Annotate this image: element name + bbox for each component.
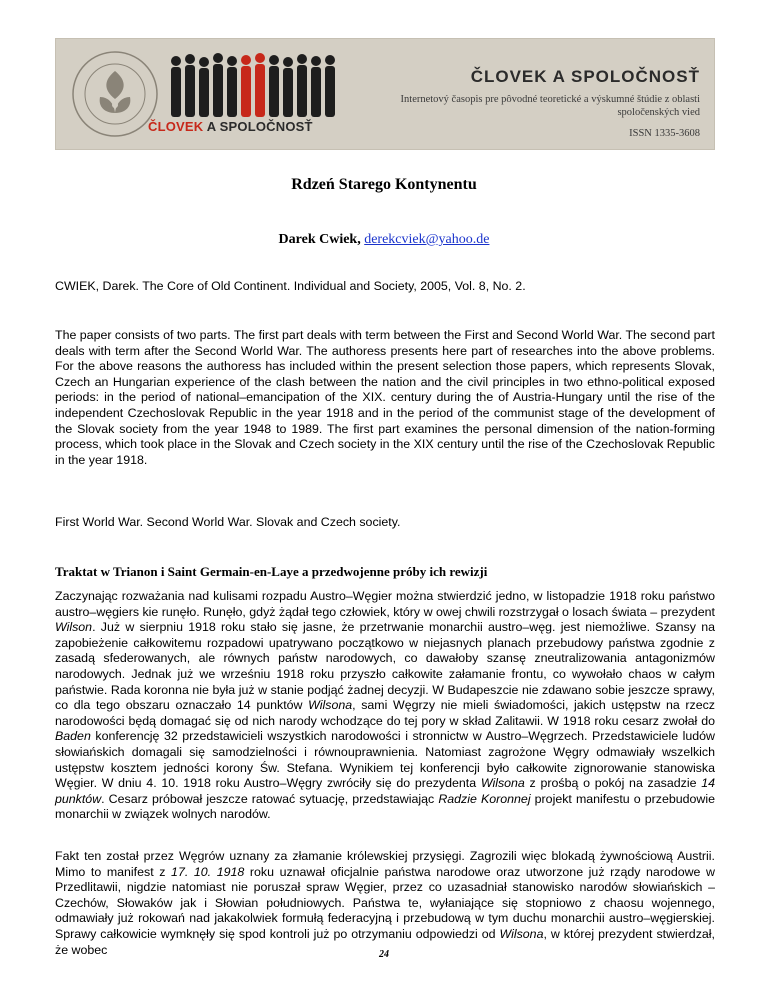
logo-text bbox=[148, 119, 313, 134]
p1-italic: Radzie Koronnej bbox=[438, 791, 531, 806]
logo-text-dark: A SPOLOČNOSŤ bbox=[206, 119, 313, 134]
p1-text: . Cesarz próbował jeszcze ratować sytuację, przedstawiając bbox=[101, 791, 439, 806]
p1-text: z prośbą o pokój na zasadzie bbox=[524, 776, 702, 791]
p1-italic: Wilsona bbox=[308, 698, 353, 713]
author-line bbox=[0, 232, 768, 248]
journal-title: ČLOVEK A SPOLOČNOSŤ bbox=[470, 67, 700, 86]
citation: CWIEK, Darek. The Core of Old Continent. Individual and Society, 2005, Vol. 8, No. 2. bbox=[55, 279, 526, 293]
academy-seal-icon bbox=[70, 49, 160, 139]
section-heading: Traktat w Trianon i Saint Germain-en-Laye a przedwojenne próby ich rewizji bbox=[55, 564, 488, 579]
journal-banner bbox=[55, 38, 715, 150]
journal-issn: ISSN 1335-3608 bbox=[629, 128, 700, 139]
body-paragraph-2 bbox=[55, 849, 715, 958]
abstract: The paper consists of two parts. The first part deals with term between the First and Second World War. The second part deals with term after the Second World War. The authoress presents here part of researches into the above problems. For the above reasons the authoress has included within the present selection those papers, which represents Slovak, Czech an Hungarian experience of the clash between the nation and the civil principles in two ethno-political exposed periods: in the period of national–emancipation of the XIX. century during the of Austria-Hungary until the rise of the independent Czechoslovak Republic in the year 1918 and in the period of the communist stage of the development of the Slovak society from the year 1948 to 1989. The first part examines the personal dimension of the nation-forming process, which took place in the Slovak and Czech society in the XIX century until the rise of the Czechoslovak Republic in the year 1918. bbox=[55, 328, 715, 467]
keywords: First World War. Second World War. Slovak and Czech society. bbox=[55, 515, 401, 529]
author-name: Darek Cwiek, bbox=[278, 232, 361, 247]
p2-italic: 17. 10. 1918 bbox=[171, 864, 245, 879]
p1-text: . Już w sierpniu 1918 roku stało się jasne, że przetrwanie monarchii austro–węg. jest niemożliwe. Szansy na zapobieżenie całkowitemu rozpadowi upatrywano początkowo w niejasnych planach przebudowy państwa zgodnie z zasadą sfederowanych, ale równych państw narodowych, co dawałoby szansę zneutralizowania antagonizmów narodowych. Jednak już we wrześniu 1918 roku przyszło całkowite załamanie frontu, co wywołało chaos w całym państwie. Rada koronna nie była już w stanie podjąć żadnej decyzji. W Budapeszcie nie zdawano sobie jeszcze sprawy, co dla tego obszaru oznaczało 14 punktów bbox=[55, 620, 715, 713]
p1-italic: Wilson bbox=[55, 620, 93, 635]
p2-italic: Wilsona bbox=[499, 926, 544, 941]
author-email-link[interactable]: derekcviek@yahoo.de bbox=[364, 232, 490, 247]
p2-text: Fakt ten został przez Węgrów uznany za złamanie królewskiej przysięgi. Zagrozili więc blokadą żywnościową Austrii. Mimo to manifest z bbox=[55, 849, 715, 879]
p1-text: projekt manifestu o przebudowie monarchii w związek wolnych narodów. bbox=[55, 791, 715, 822]
page-number: 24 bbox=[379, 949, 389, 960]
p2-text: , w której prezydent stwierdzał, że wobec bbox=[55, 926, 715, 957]
body-paragraph-1 bbox=[55, 589, 715, 823]
logo-text-red: ČLOVEK bbox=[148, 119, 204, 134]
p1-italic: 14 punktów bbox=[55, 776, 715, 806]
p1-italic: Baden bbox=[55, 729, 91, 744]
p1-text: konferencję 32 przedstawicieli wszystkich narodowości i stronnictw w Austro–Węgrzech. Przedstawiciele ludów słowiańskich domagali się samodzielności i równouprawnienia. Natomiast zagrożone Węgry odmawiały wszelkich ustępstw kosztem jedności korony Św. Stefana. Wynikiem tej konferencji było całkowite zignorowanie stanowiska Węgier. W dniu 4. 10. 1918 roku Austro–Węgry zwróciły się do prezydenta bbox=[55, 729, 715, 791]
p1-text: Zaczynając rozważania nad kulisami rozpadu Austro–Węgier można stwierdzić jedno, w listopadzie 1918 roku państwo austro–węgiers kie runęło. Runęło, gdyż żądał tego człowiek, który w owej chwili rozstrzygał o losach świata – prezydent bbox=[55, 589, 715, 619]
p1-italic: Wilsona bbox=[480, 776, 525, 791]
crowd-silhouettes-icon bbox=[166, 49, 341, 119]
journal-subtitle: Internetový časopis pre pôvodné teoretické a výskumné štúdie z oblasti spoločenských vied bbox=[400, 94, 700, 118]
article-title: Rdzeń Starego Kontynentu bbox=[291, 176, 477, 193]
p1-text: , sami Węgrzy nie mieli świadomości, jakich ustępstw na rzecz narodowości będą domagać się od nich narody wchodzące do tej pory w skład Zalitawii. W 1918 roku cesarz zwołał do bbox=[55, 698, 715, 728]
p2-text: roku uznawał oficjalnie państwa narodowe oraz utworzone już rządy narodowe w Przedlitawii, nigdzie natomiast nie poruszał spraw Węgier, przez co uzasadniał stanowisko narodów słowiańskich – Czechów, Słowaków jak i Słowian południowych. Państwa te, wyłaniające się stopniowo z chaosu wojennego, odmawiały już rokowań nad jakakolwiek formułą federacyjną i przebudową w tym duchu monarchii austro–węgierskiej. Sprawy całkowicie wymknęły się spod kontroli już po otrzymaniu odpowiedzi od bbox=[55, 864, 715, 941]
